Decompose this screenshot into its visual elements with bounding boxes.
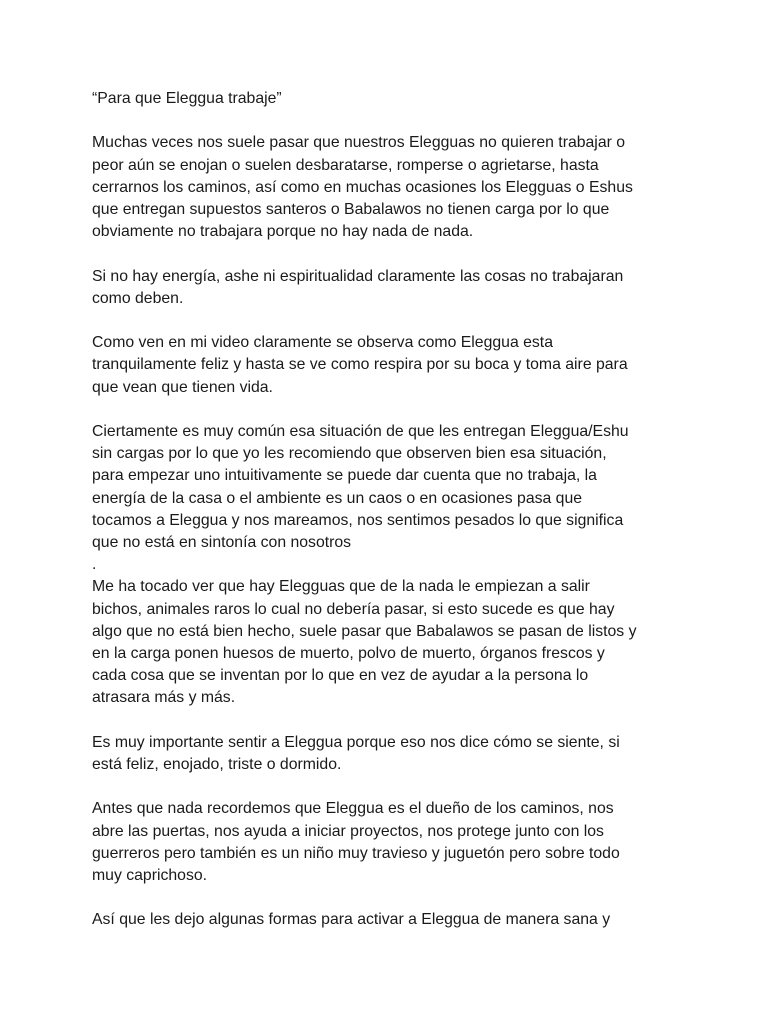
text-line: que entregan supuestos santeros o Babalawos no tienen carga por lo que xyxy=(92,201,610,218)
document-title: “Para que Eleggua trabaje” xyxy=(92,90,282,107)
text-line: Muchas veces nos suele pasar que nuestros Elegguas no quieren trabajar o xyxy=(92,134,626,152)
paragraph xyxy=(92,798,692,887)
text-line: abre las puertas, nos ayuda a iniciar proyectos, nos protege junto con los xyxy=(92,822,604,840)
paragraph xyxy=(92,732,692,776)
text-line: tocamos a Eleggua y nos mareamos, nos sentimos pesados lo que significa xyxy=(92,511,624,529)
text-line: que no está en sintonía con nosotros xyxy=(92,534,352,551)
text-line: sin cargas por lo que yo les recomiendo que observen bien esa situación, xyxy=(92,445,607,463)
text-line: muy caprichoso. xyxy=(92,867,208,885)
paragraph xyxy=(92,909,692,931)
paragraph-list xyxy=(92,132,692,931)
text-line: Es muy importante sentir a Eleggua porque eso nos dice cómo se siente, si xyxy=(92,733,620,751)
text-line: obviamente no trabajara porque no hay nada de nada. xyxy=(92,223,474,241)
text-line: está feliz, enojado, triste o dormido. xyxy=(92,756,342,774)
text-line: . xyxy=(92,556,97,574)
text-line: cada cosa que se inventan por lo que en vez de ayudar a la persona lo xyxy=(92,667,589,685)
text-line: cerrarnos los caminos, así como en muchas ocasiones los Elegguas o Eshus xyxy=(92,178,633,196)
text-line: en la carga ponen huesos de muerto, polvo de muerto, órganos frescos y xyxy=(92,645,605,663)
paragraph xyxy=(92,132,692,243)
text-line: algo que no está bien hecho, suele pasar que Babalawos se pasan de listos y xyxy=(92,622,637,640)
text-line: atrasara más y más. xyxy=(92,689,236,707)
text-line: bichos, animales raros lo cual no debería pasar, si esto sucede es que hay xyxy=(92,600,615,618)
text-line: guerreros pero también es un niño muy travieso y juguetón pero sobre todo xyxy=(92,844,620,862)
paragraph xyxy=(92,576,692,709)
text-line: energía de la casa o el ambiente es un caos o en ocasiones pasa que xyxy=(92,489,583,507)
text-line: tranquilamente feliz y hasta se ve como respira por su boca y toma aire para xyxy=(92,356,628,374)
text-line: Ciertamente es muy común esa situación de que les entregan Eleggua/Eshu xyxy=(92,422,629,440)
text-line: como deben. xyxy=(92,289,184,307)
paragraph xyxy=(92,421,692,576)
document-body xyxy=(92,88,692,954)
text-line: Así que les dejo algunas formas para activar a Eleggua de manera sana y xyxy=(92,911,611,929)
paragraph xyxy=(92,266,692,310)
text-line: Antes que nada recordemos que Eleggua es el dueño de los caminos, nos xyxy=(92,800,614,818)
text-line: para empezar uno intuitivamente se puede dar cuenta que no trabaja, la xyxy=(92,467,597,485)
text-line: Me ha tocado ver que hay Elegguas que de la nada le empiezan a salir xyxy=(92,578,590,596)
text-line: Si no hay energía, ashe ni espiritualidad claramente las cosas no trabajaran xyxy=(92,267,624,285)
text-line: peor aún se enojan o suelen desbaratarse, romperse o agrietarse, hasta xyxy=(92,156,599,174)
text-line: que vean que tienen vida. xyxy=(92,378,273,396)
text-line: Como ven en mi video claramente se observa como Eleggua esta xyxy=(92,334,553,352)
paragraph xyxy=(92,332,692,399)
